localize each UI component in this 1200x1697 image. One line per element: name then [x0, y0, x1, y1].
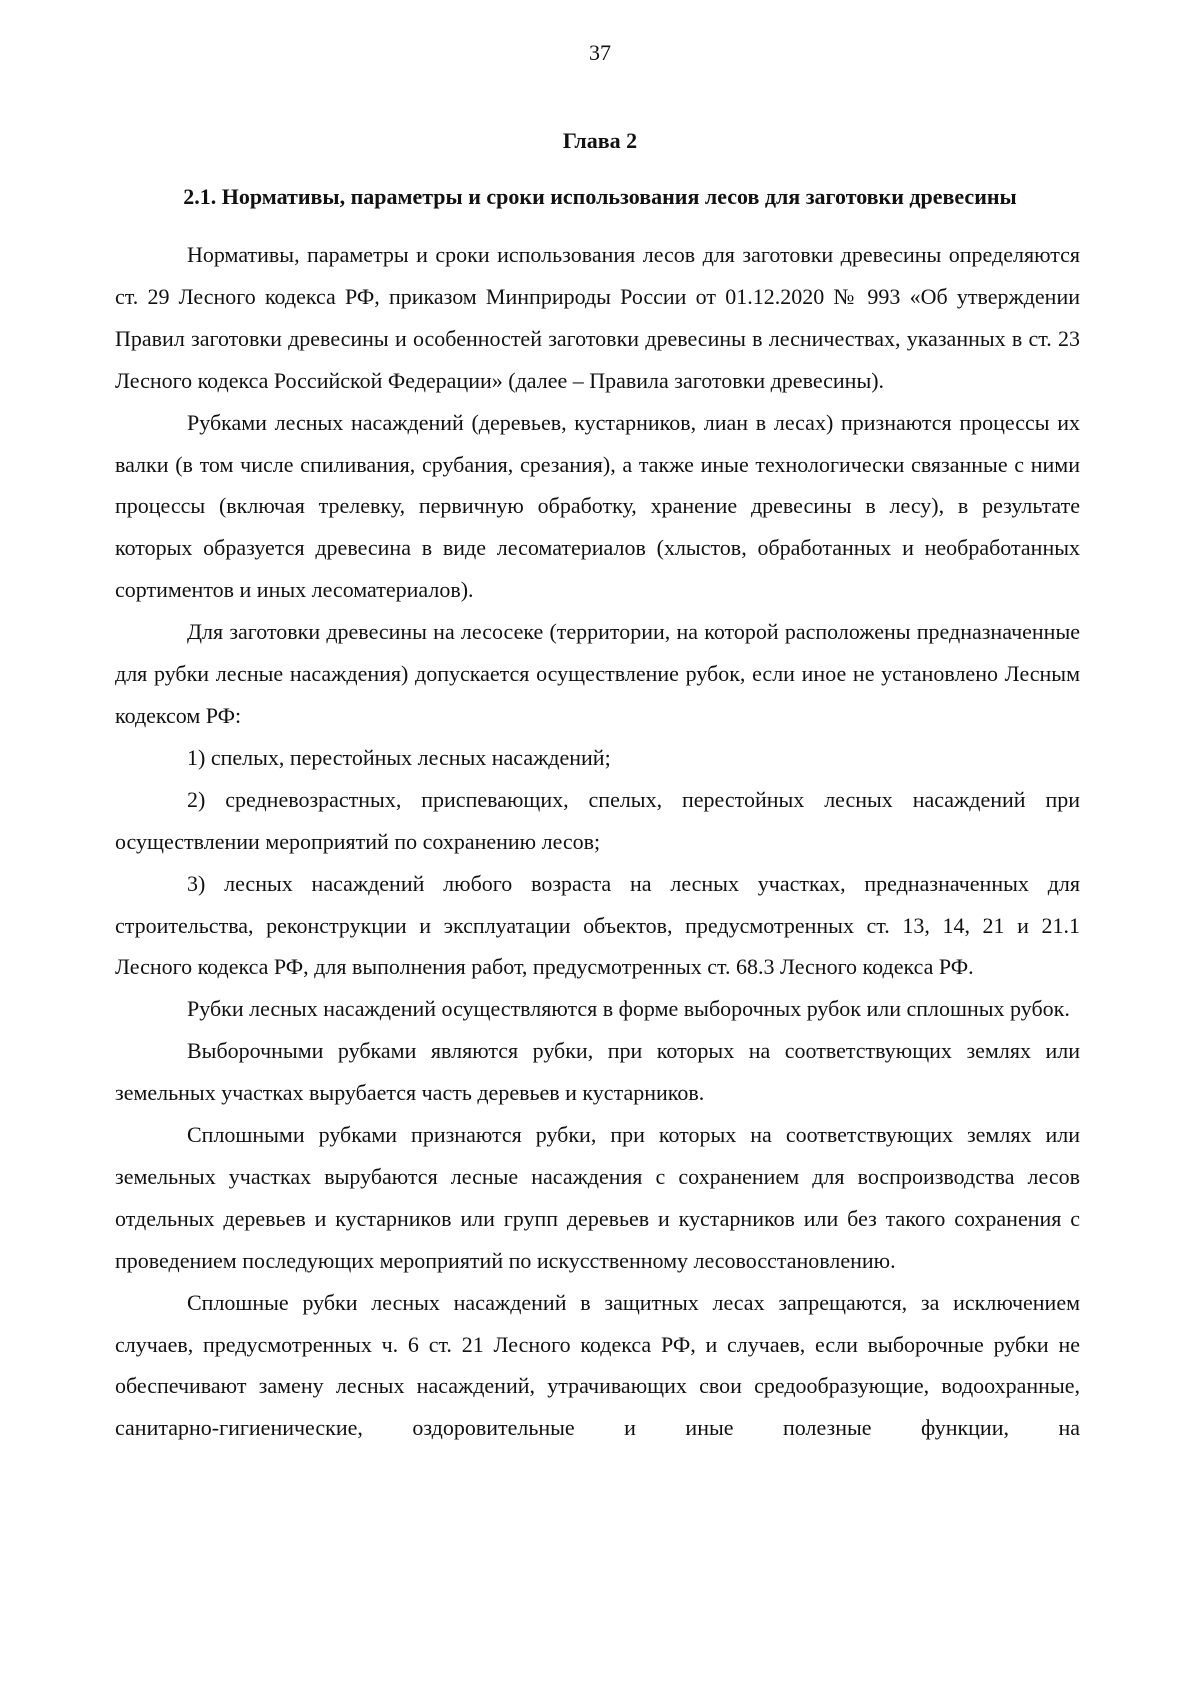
chapter-title: Глава 2: [562, 128, 638, 153]
paragraph-clear-felling: Сплошными рубками признаются рубки, при которых на соответствующих землях или земельных участках вырубаются лесные насаждения с сохранением для воспроизводства лесов отдельных деревьев и кустарников или групп деревьев и кустарников или без такого сохранения с проведением последующих мероприятий по искусственному лесовосстановлению.: [115, 1122, 1080, 1273]
paragraph-felling-forms: Рубки лесных насаждений осуществляются в форме выборочных рубок или сплошных рубок.: [187, 996, 1070, 1022]
paragraph-protective-forests: Сплошные рубки лесных насаждений в защитных лесах запрещаются, за исключением случаев, предусмотренных ч. 6 ст. 21 Лесного кодекса РФ, и случаев, если выборочные рубки не обеспечивают замену лесных насаждений, утрачивающих свои средообразующие, водоохранные, санитарно-гигиенические, оздоровительные и иные полезные функции, на: [115, 1289, 1080, 1441]
body-text: [115, 234, 1080, 1449]
list-item-3: 3) лесных насаждений любого возраста на лесных участках, предназначенных для строительства, реконструкции и эксплуатации объектов, предусмотренных ст. 13, 14, 21 и 21.1 Лесного кодекса РФ, для выполнения работ, предусмотренных ст. 68.3 Лесного кодекса РФ.: [115, 870, 1080, 980]
list-item-2: 2) средневозрастных, приспевающих, спелых, перестойных лесных насаждений при осуществлении мероприятий по сохранению лесов;: [115, 786, 1080, 854]
page-number: 37: [589, 40, 611, 65]
paragraph-cutting-area: Для заготовки древесины на лесосеке (территории, на которой расположены предназначенные для рубки лесные насаждения) допускается осуществление рубок, если иное не установлено Лесным кодексом РФ:: [115, 619, 1080, 728]
section-title: 2.1. Нормативы, параметры и сроки использования лесов для заготовки древесины: [183, 184, 1017, 209]
paragraph-selective-felling: Выборочными рубками являются рубки, при которых на соответствующих землях или земельных участках вырубается часть деревьев и кустарников.: [115, 1038, 1080, 1106]
list-item-1: 1) спелых, перестойных лесных насаждений;: [187, 744, 611, 770]
paragraph-felling-definition: Рубками лесных насаждений (деревьев, кустарников, лиан в лесах) признаются процессы их валки (в том числе спиливания, срубания, срезания), а также иные технологически связанные с ними процессы (включая трелевку, первичную обработку, хранение древесины в лесу), в результате которых образуется древесина в виде лесоматериалов (хлыстов, обработанных и необработанных сортиментов и иных лесоматериалов).: [115, 409, 1080, 603]
paragraph-standards-intro: Нормативы, параметры и сроки использования лесов для заготовки древесины определяются ст. 29 Лесного кодекса РФ, приказом Минприроды России от 01.12.2020 № 993 «Об утверждении Правил заготовки древесины и особенностей заготовки древесины в лесничествах, указанных в ст. 23 Лесного кодекса Российской Федерации» (далее – Правила заготовки древесины).: [115, 242, 1080, 393]
